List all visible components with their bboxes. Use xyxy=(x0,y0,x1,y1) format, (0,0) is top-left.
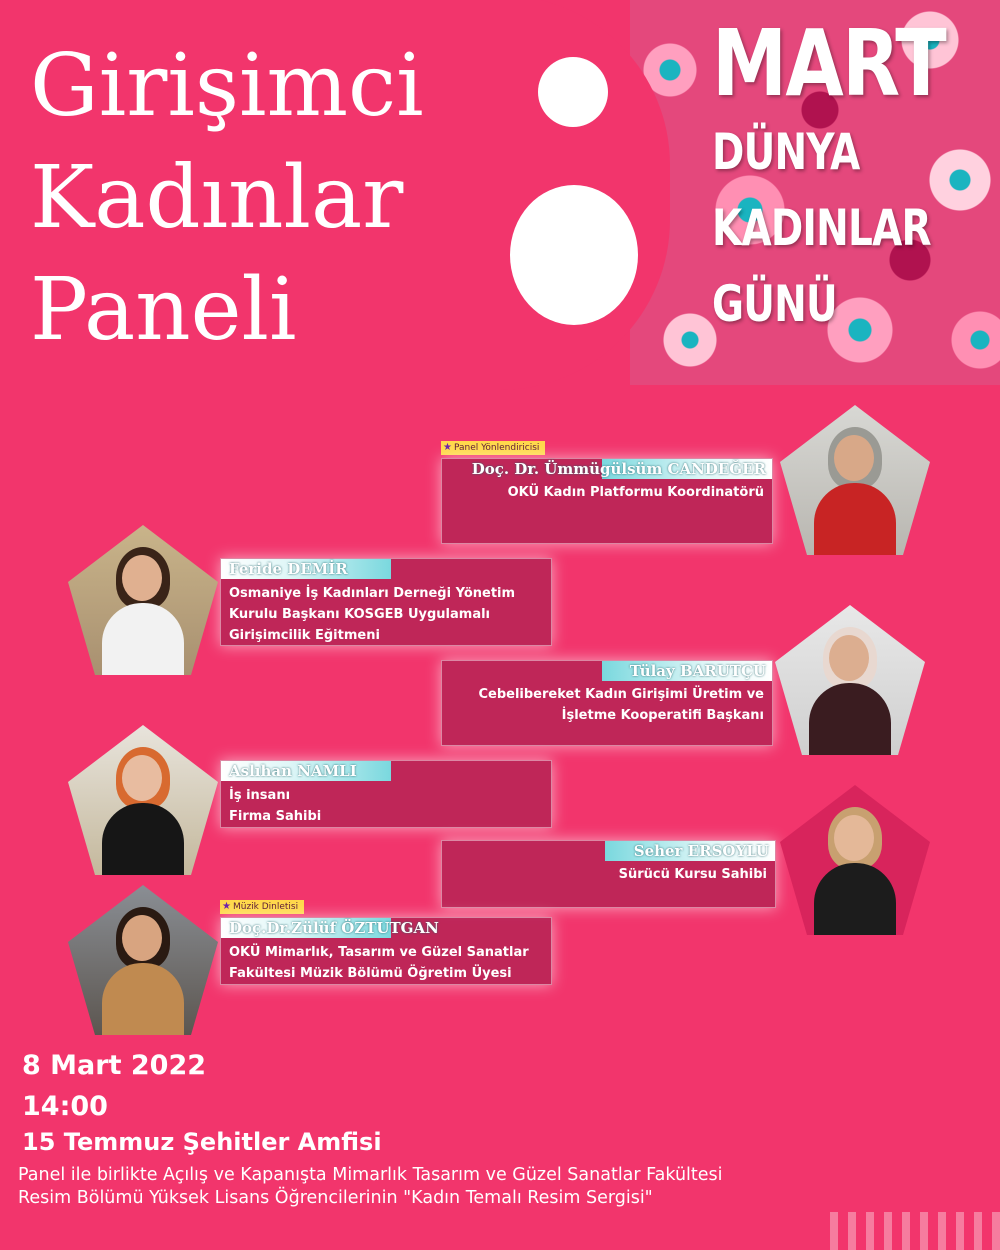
event-place: 15 Temmuz Şehitler Amfisi xyxy=(22,1128,382,1156)
speaker-photo-demir xyxy=(68,525,218,675)
event-date: 8 Mart 2022 xyxy=(22,1050,207,1081)
womens-day-badge xyxy=(712,10,997,342)
speaker-card-namli xyxy=(220,760,552,828)
speaker-name: Seher ERSOYLU xyxy=(633,842,769,860)
badge-line-1: DÜNYA xyxy=(712,123,860,181)
badge-line-2: KADINLAR xyxy=(712,199,931,257)
moderator-tag: ★ Panel Yönlendiricisi xyxy=(441,441,545,455)
speaker-photo-namli xyxy=(68,725,218,875)
speaker-card-demir xyxy=(220,558,552,646)
star-icon: ★ xyxy=(222,901,231,912)
speaker-role: Osmaniye İş Kadınları Derneği Yönetim Kurulu Başkanı KOSGEB Uygulamalı Girişimcilik Eğitmeni xyxy=(229,586,516,643)
number-eight-graphic xyxy=(480,0,670,390)
event-note-line-2: Resim Bölümü Yüksek Lisans Öğrencilerinin "Kadın Temalı Resim Sergisi" xyxy=(18,1188,653,1208)
event-time: 14:00 xyxy=(22,1091,108,1122)
speaker-name: Doç. Dr. Ümmügülsüm CANDEĞER xyxy=(471,460,766,478)
speaker-photo-oztutgan xyxy=(68,885,218,1035)
speaker-role: Cebelibereket Kadın Girişimi Üretim ve İşletme Kooperatifi Başkanı xyxy=(478,687,764,723)
event-note xyxy=(18,1164,958,1210)
speaker-name: Tülay BARUTÇU xyxy=(629,662,766,680)
speaker-card-barutcu xyxy=(441,660,773,746)
title-line-3: Paneli xyxy=(30,260,297,360)
speaker-card-ersoylu xyxy=(441,840,776,908)
speaker-name: Doç.Dr.Zülüf ÖZTUTGAN xyxy=(229,919,439,937)
speaker-card-oztutgan xyxy=(220,917,552,985)
speaker-name: Feride DEMİR xyxy=(229,560,348,578)
music-tag: ★ Müzik Dinletisi xyxy=(220,900,304,914)
speaker-photo-barutcu xyxy=(775,605,925,755)
speaker-role: OKÜ Kadın Platformu Koordinatörü xyxy=(507,485,764,500)
speaker-card-candeger xyxy=(441,458,773,544)
poster-title xyxy=(30,30,424,366)
title-line-1: Girişimci xyxy=(30,36,424,136)
speaker-role: İş insanı Firma Sahibi xyxy=(229,788,322,824)
speaker-photo-ersoylu xyxy=(780,785,930,935)
speaker-role: OKÜ Mimarlık, Tasarım ve Güzel Sanatlar Fakültesi Müzik Bölümü Öğretim Üyesi xyxy=(229,945,529,981)
star-icon: ★ xyxy=(443,442,452,453)
badge-mart: MART xyxy=(712,10,946,117)
speaker-name: Aslıhan NAMLI xyxy=(229,762,357,780)
event-note-line-1: Panel ile birlikte Açılış ve Kapanışta Mimarlık Tasarım ve Güzel Sanatlar Fakültesi xyxy=(18,1165,723,1185)
decorative-skyline xyxy=(830,1212,1000,1250)
badge-line-3: GÜNÜ xyxy=(712,275,837,333)
speaker-role: Sürücü Kursu Sahibi xyxy=(618,867,767,882)
title-line-2: Kadınlar xyxy=(30,148,404,248)
speaker-photo-candeger xyxy=(780,405,930,555)
